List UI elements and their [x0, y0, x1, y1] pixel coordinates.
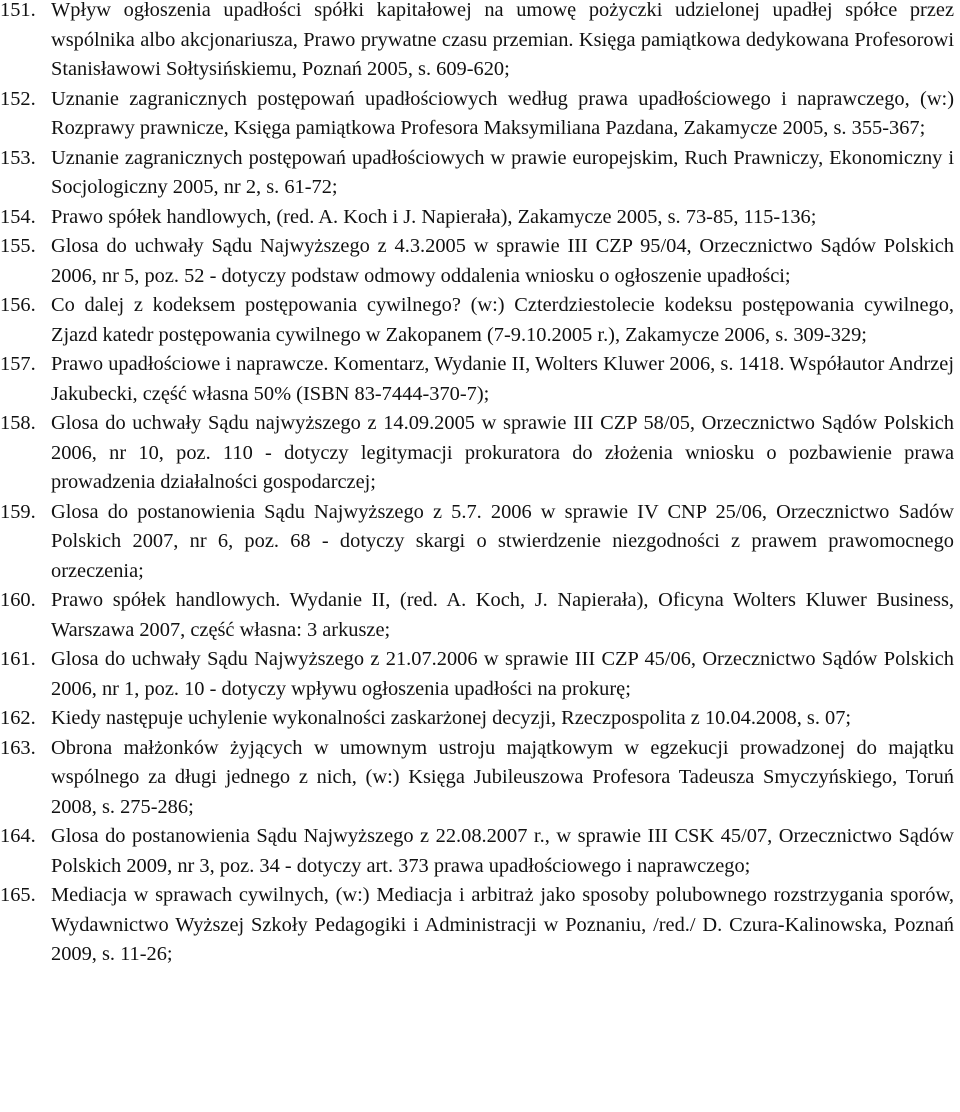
entry-text: Uznanie zagranicznych postępowań upadłościowych w prawie europejskim, Ruch Prawniczy, Ekonomiczny i Socjologiczny 2005, nr 2, s. 61-72;	[51, 146, 954, 198]
entry-text: Glosa do postanowienia Sądu Najwyższego z 22.08.2007 r., w sprawie III CSK 45/07, Orzecznictwo Sądów Polskich 2009, nr 3, poz. 34 - dotyczy art. 373 prawa upadłościowego i naprawczego;	[51, 825, 954, 877]
entry-text: Glosa do uchwały Sądu Najwyższego z 21.07.2006 w sprawie III CZP 45/06, Orzecznictwo Sądów Polskich 2006, nr 1, poz. 10 - dotyczy wpływu ogłoszenia upadłości na prokurę;	[51, 648, 954, 700]
entry-number: 158.	[0, 412, 36, 434]
entry-text: Obrona małżonków żyjących w umownym ustroju majątkowym w egzekucji prowadzonej do majątku wspólnego za długi jednego z nich, (w:) Księga Jubileuszowa Profesora Tadeusza Smyczyńskiego, Toruń 2008, s. 275-286;	[51, 736, 954, 818]
entry-text: Prawo upadłościowe i naprawcze. Komentarz, Wydanie II, Wolters Kluwer 2006, s. 1418. Współautor Andrzej Jakubecki, część własna 50% (ISBN 83-7444-370-7);	[51, 353, 954, 405]
entry-number: 165.	[0, 884, 36, 906]
entry-number: 155.	[0, 235, 36, 257]
entry-text: Kiedy następuje uchylenie wykonalności zaskarżonej decyzji, Rzeczpospolita z 10.04.2008, s. 07;	[51, 707, 852, 729]
entry-number: 162.	[0, 707, 36, 729]
list-item	[0, 144, 954, 203]
list-item	[0, 498, 954, 587]
list-item	[0, 822, 954, 881]
entry-number: 160.	[0, 589, 36, 611]
entry-number: 153.	[0, 146, 36, 169]
list-item	[0, 734, 954, 823]
list-item	[0, 409, 954, 498]
list-item	[0, 203, 954, 233]
entry-text: Wpływ ogłoszenia upadłości spółki kapitałowej na umowę pożyczki udzielonej upadłej spółce przez wspólnika albo akcjonariusza, Prawo prywatne czasu przemian. Księga pamiątkowa dedykowana Profesorowi Stanisławowi Sołtysińskiemu, Poznań 2005, s. 609-620;	[51, 0, 954, 80]
entry-number: 152.	[0, 87, 36, 110]
entry-number: 159.	[0, 500, 36, 523]
list-item	[0, 350, 954, 409]
list-item	[0, 0, 954, 85]
entry-text: Glosa do uchwały Sądu Najwyższego z 4.3.2005 w sprawie III CZP 95/04, Orzecznictwo Sądów Polskich 2006, nr 5, poz. 52 - dotyczy podstaw odmowy oddalenia wniosku o ogłoszenie upadłości;	[51, 235, 954, 287]
list-item	[0, 704, 954, 734]
list-item	[0, 232, 954, 291]
entry-text: Uznanie zagranicznych postępowań upadłościowych według prawa upadłościowego i naprawczego, (w:) Rozprawy prawnicze, Księga pamiątkowa Profesora Maksymiliana Pazdana, Zakamycze 2005, s. 355-367;	[51, 87, 954, 139]
entry-number: 151.	[0, 0, 36, 21]
entry-text: Prawo spółek handlowych. Wydanie II, (red. A. Koch, J. Napierała), Oficyna Wolters Kluwer Business, Warszawa 2007, część własna: 3 arkusze;	[51, 589, 954, 641]
entry-text: Mediacja w sprawach cywilnych, (w:) Mediacja i arbitraż jako sposoby polubownego rozstrzygania sporów, Wydawnictwo Wyższej Szkoły Pedagogiki i Administracji w Poznaniu, /red./ D. Czura-Kalinowska, Poznań 2009, s. 11-26;	[51, 884, 954, 965]
entry-text: Co dalej z kodeksem postępowania cywilnego? (w:) Czterdziestolecie kodeksu postępowania cywilnego, Zjazd katedr postępowania cywilnego w Zakopanem (7-9.10.2005 r.), Zakamycze 2006, s. 309-329;	[51, 294, 954, 346]
entry-number: 164.	[0, 825, 36, 847]
entry-number: 163.	[0, 736, 36, 759]
entry-number: 156.	[0, 294, 36, 316]
entry-text: Prawo spółek handlowych, (red. A. Koch i J. Napierała), Zakamycze 2005, s. 73-85, 115-136;	[51, 205, 817, 228]
list-item	[0, 291, 954, 350]
entry-number: 154.	[0, 205, 36, 228]
list-item	[0, 645, 954, 704]
list-item	[0, 881, 954, 970]
entry-text: Glosa do uchwały Sądu najwyższego z 14.09.2005 w sprawie III CZP 58/05, Orzecznictwo Sądów Polskich 2006, nr 10, poz. 110 - dotyczy legitymacji prokuratora do złożenia wniosku o pozbawienie prawa prowadzenia działalności gospodarczej;	[51, 412, 954, 493]
entry-number: 161.	[0, 648, 36, 670]
entry-text: Glosa do postanowienia Sądu Najwyższego z 5.7. 2006 w sprawie IV CNP 25/06, Orzecznictwo Sadów Polskich 2007, nr 6, poz. 68 - dotyczy skargi o stwierdzenie niezgodności z prawem prawomocnego orzeczenia;	[51, 500, 954, 582]
list-item	[0, 85, 954, 144]
list-item	[0, 586, 954, 645]
entry-number: 157.	[0, 353, 36, 375]
